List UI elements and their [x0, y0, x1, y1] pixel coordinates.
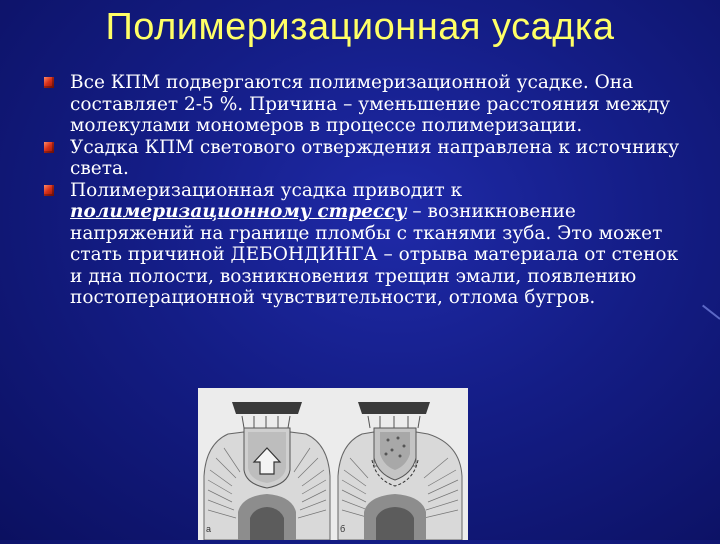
square-bullet-icon	[44, 142, 54, 153]
decorative-streak	[702, 305, 720, 320]
emphasized-term: полимеризационному стрессу	[70, 201, 407, 222]
bullet-text-lead: Полимеризационная усадка приводит к	[70, 179, 463, 201]
bullet-text: Все КПМ подвергаются полимеризационной усадке. Она составляет 2-5 %. Причина – уменьшение расстояния между молекулами мономеров в процессе полимеризации.	[70, 72, 671, 136]
square-bullet-icon	[44, 77, 54, 88]
bullet-item	[44, 137, 694, 180]
bullet-item	[44, 180, 694, 309]
bullet-item	[44, 72, 694, 137]
bullet-text: Усадка КПМ светового отверждения направлена к источнику света.	[70, 136, 680, 179]
figure-label-a: а	[206, 524, 212, 534]
tooth-diagram	[198, 388, 468, 540]
bullet-text-rest: – возникновение напряжений на границе пломбы с тканями зуба. Это может стать причиной ДЕБОНДИНГА – отрыва материала от стенок и дна полости, возникновения трещин эмали, появлению постоперационной чувствительности, отлома бугров.	[70, 201, 679, 308]
slide-title: Полимеризационная усадка	[105, 6, 615, 48]
figure-label-b: б	[340, 524, 346, 534]
bullet-list	[44, 72, 694, 309]
square-bullet-icon	[44, 185, 54, 196]
tooth-shrinkage-illustration	[198, 388, 468, 540]
